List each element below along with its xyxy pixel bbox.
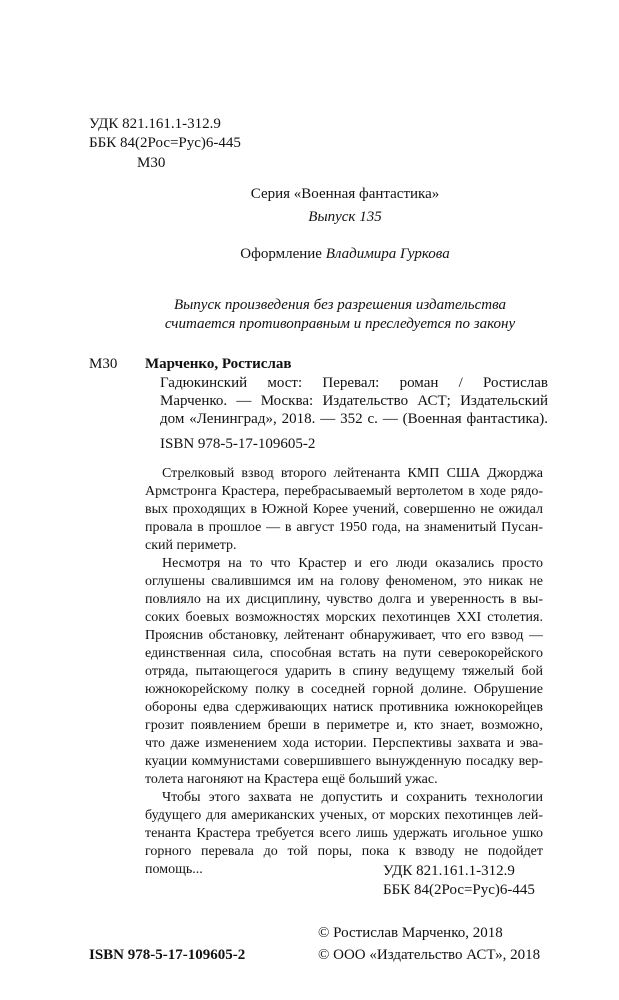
catalog-desc-line: дом «Ленинград», 2018. — 352 с. — (Военная фантастика).	[160, 411, 548, 427]
annotation-line: обороны едва сдерживающих натиск противника южнокорейцев	[145, 700, 543, 715]
annotation-line: Стрелковый взвод второго лейтенанта КМП США Джорджа	[162, 466, 543, 481]
copyright-warning-line1: Выпуск произведения без разрешения издательства	[173, 297, 507, 313]
catalog-desc-line: Гадюкинский мост: Перевал: роман / Ростислав	[160, 375, 548, 391]
series-issue: Выпуск 135	[308, 209, 382, 225]
catalog-mark: М30	[89, 356, 118, 372]
footer-udk: УДК 821.161.1-312.9	[383, 863, 515, 879]
footer-isbn: ISBN 978-5-17-109605-2	[89, 947, 246, 963]
annotation-line: оглушены свалившимся им на голову феноменом, это никак не	[145, 574, 543, 589]
annotation-line: тенанта Крастера требуется всего лишь удержать игольное ушко	[145, 826, 543, 841]
annotation-line: южнокорейскому полку в соседней горной долине. Обрушение	[145, 682, 543, 697]
udk-code: УДК 821.161.1-312.9	[89, 116, 221, 132]
catalog-desc-line: Марченко. — Москва: Издательство АСТ; Издательский	[160, 393, 548, 409]
annotation-line: ский периметр.	[145, 538, 237, 553]
catalog-description	[160, 374, 548, 428]
design-prefix: Оформление	[240, 246, 326, 262]
copyright-author: © Ростислав Марченко, 2018	[318, 925, 503, 941]
author-mark: М30	[137, 155, 166, 171]
annotation-line: соких боевых возможностях морских пехотинцев XXI столетия.	[145, 610, 543, 625]
annotation-line: отряда, пытающегося ударить в спину ведущему тяжелый бой	[145, 664, 543, 679]
annotation-line: провала в прошлое — в август 1950 года, на знаменитый Пусан-	[145, 520, 543, 535]
annotation-paragraph-1	[145, 465, 543, 555]
footer-bbk: ББК 84(2Рос=Рус)6-445	[383, 882, 535, 898]
design-credit	[130, 245, 560, 263]
annotation-line: повлияло на их дисциплину, чувство долга и уверенность в вы-	[145, 592, 543, 607]
designer-name: Владимира Гуркова	[325, 246, 450, 262]
annotation-paragraph-2	[145, 555, 543, 789]
annotation-line: единственная сила, способная встать на пути северокорейского	[145, 646, 543, 661]
series-label: Серия «Военная фантастика»	[250, 186, 440, 202]
annotation-line: будущего для американских ученых, от морских пехотинцев лей-	[145, 808, 543, 823]
bbk-code: ББК 84(2Рос=Рус)6-445	[89, 135, 241, 151]
annotation-line: куации коммунистами совершившего вынужденную посадку вер-	[145, 754, 543, 769]
annotation-line: Несмотря на то что Крастер и его люди оказались просто	[162, 556, 543, 571]
annotation-line: что даже изменением хода истории. Перспективы захвата и эва-	[145, 736, 543, 751]
annotation-line: толета нагоняют на Крастера ещё больший ужас.	[145, 772, 438, 787]
annotation-line: Прояснив обстановку, лейтенант обнаруживает, что его взвод —	[145, 628, 543, 643]
annotation-line: Армстронга Крастера, перебрасываемый вертолетом в ходе рядо-	[145, 484, 543, 499]
copyright-publisher: © ООО «Издательство АСТ», 2018	[318, 947, 541, 963]
annotation-line: горного перевала до той поры, пока к взводу не подойдет помощь...	[145, 844, 543, 877]
annotation-line: вых проходящих в Южной Корее учений, совершенно не ожидал	[145, 502, 543, 517]
annotation-line: грозит появлением бреши в периметре и, кто знает, возможно,	[145, 718, 543, 733]
annotation-line: Чтобы этого захвата не допустить и сохранить технологии	[162, 790, 543, 805]
catalog-author: Марченко, Ростислав	[145, 356, 292, 372]
catalog-isbn: ISBN 978-5-17-109605-2	[160, 436, 316, 452]
copyright-warning-line2: считается противоправным и преследуется по закону	[164, 316, 516, 332]
